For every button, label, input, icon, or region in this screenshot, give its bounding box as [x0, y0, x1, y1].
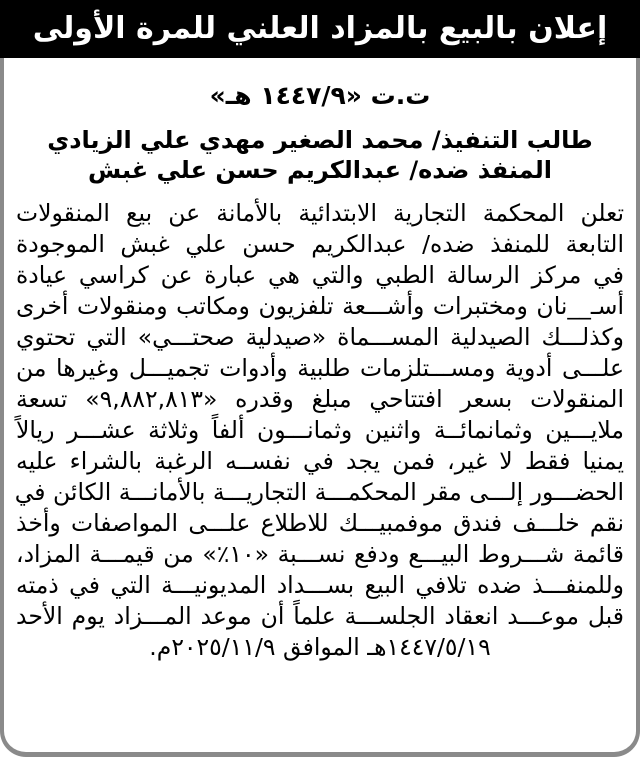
body-line: الحضـــور إلـــى مقر المحكمـــة التجاريـــة بالأمانـــة الكائن في: [14, 478, 624, 507]
debtor-line: المنفذ ضده/ عبدالكريم حسن علي غبش: [88, 156, 552, 185]
banner-title: إعلان بالبيع بالمزاد العلني للمرة الأولى: [32, 11, 608, 46]
body-line: المنقولات بسعر افتتاحي مبلغ وقدره «٩,٨٨٢,٨١٣» تسعة: [16, 385, 624, 414]
body-line: أسـ__نان ومختبرات وأشـــعة تلفزيون ومكاتب ومنقولات أخرى: [16, 292, 624, 321]
body-line: ملايـــين وثمانمائــة واثنين وثمانـــون ألفاً وثلاثة عشـــر ريالاً: [16, 416, 624, 445]
body-line: تعلن المحكمة التجارية الابتدائية بالأمانة عن بيع المنقولات: [16, 199, 624, 228]
body-line: نقم خلـــف فندق موفمبيـــك للاطلاع علـــى المواصفات وأخذ: [16, 509, 624, 538]
body-line: قبل موعـــد انعقاد الجلســـة علماً أن موعد المـــزاد يوم الأحد: [16, 602, 624, 631]
notice-banner: [0, 0, 640, 58]
body-line: قائمة شـــروط البيـــع ودفع نســـبة «١٠٪» من قيمـــة المزاد،: [16, 540, 624, 569]
body-line: وكذلـــك الصيدلية المســـماة «صيدلية صحتـــي» التي تحتوي: [16, 323, 624, 352]
body-line: التابعة للمنفذ ضده/ عبدالكريم حسن علي غبش الموجودة: [16, 230, 624, 259]
case-reference: ت.ت «١٤٤٧/٩ هـ»: [209, 81, 431, 110]
notice-body: [16, 198, 624, 747]
body-line: في مركز الرسالة الطبي والتي هي عبارة عن كراسي عيادة: [16, 261, 624, 290]
body-line: يمنيا فقط لا غير، فمن يجد في نفســه الرغبة بالشراء عليه: [16, 447, 624, 476]
claimant-line: طالب التنفيذ/ محمد الصغير مهدي علي الزيادي: [47, 125, 593, 154]
body-line: وللمنفـــذ ضده تلافي البيع بســـداد المديونيـــة التي في ذمته: [16, 571, 624, 600]
parties-block: [16, 125, 624, 186]
notice-sheet: [0, 58, 640, 757]
body-line: علـــى أدوية ومســـتلزمات طلبية وأدوات تجميـــل وغيرها من: [16, 354, 624, 383]
auction-date-line: ١٤٤٧/٥/١٩هـ الموافق ٢٠٢٥/١١/٩م.: [149, 633, 491, 662]
